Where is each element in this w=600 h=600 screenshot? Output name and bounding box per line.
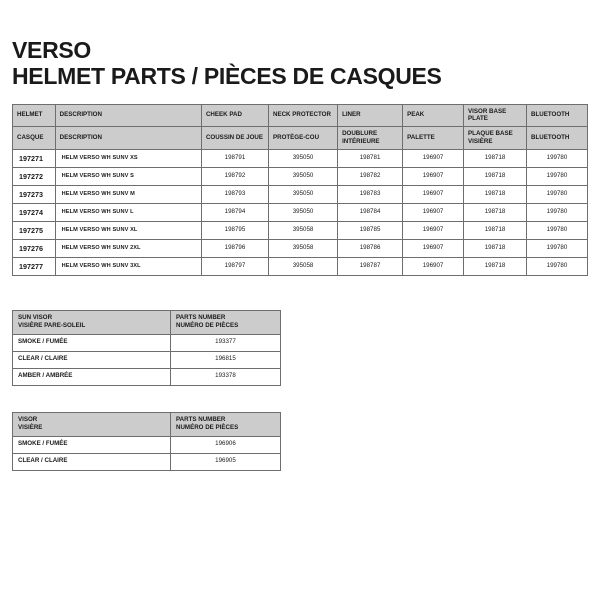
col-header-plaque-base-visiere: PLAQUE BASE VISIÈRE	[464, 127, 527, 150]
col-header-coussin-de-joue: COUSSIN DE JOUE	[201, 127, 268, 150]
table-row	[13, 185, 588, 203]
cell-helmet-code: 197272	[13, 167, 56, 185]
table-row	[13, 453, 281, 470]
cell-helmet-code: 197277	[13, 257, 56, 275]
cell-helmet-code: 197273	[13, 185, 56, 203]
cell-liner: 198783	[338, 185, 403, 203]
cell-liner: 198781	[338, 149, 403, 167]
visor-header-en: VISOR	[18, 415, 38, 423]
cell-variant-label: AMBER / AMBRÉE	[13, 368, 171, 385]
cell-liner: 198785	[338, 221, 403, 239]
cell-visor-base-plate: 198718	[464, 221, 527, 239]
col-header-visor-base-plate: VISOR BASE PLATE	[464, 104, 527, 127]
col-header-description-fr: DESCRIPTION	[55, 127, 201, 150]
parts-number-header-en: PARTS NUMBER	[176, 313, 226, 321]
cell-visor-base-plate: 198718	[464, 257, 527, 275]
cell-neck-protector: 395050	[268, 149, 337, 167]
cell-peak: 196907	[403, 185, 464, 203]
table-row	[13, 167, 588, 185]
table-row	[13, 239, 588, 257]
cell-helmet-code: 197276	[13, 239, 56, 257]
col-header-casque: CASQUE	[13, 127, 56, 150]
visor-table	[12, 412, 281, 471]
cell-neck-protector: 395058	[268, 257, 337, 275]
cell-part-number: 196815	[171, 351, 281, 368]
col-header-liner: LINER	[338, 104, 403, 127]
cell-bluetooth: 199780	[527, 221, 588, 239]
page-title-line-1: VERSO	[12, 37, 92, 63]
cell-liner: 198784	[338, 203, 403, 221]
table-row	[13, 149, 588, 167]
cell-visor-base-plate: 198718	[464, 239, 527, 257]
cell-cheek-pad: 198791	[201, 149, 268, 167]
visor-header-fr: VISIÈRE	[18, 424, 43, 431]
table-row	[13, 203, 588, 221]
sun-visor-header-fr: VISIÈRE PARE-SOLEIL	[18, 322, 86, 329]
cell-peak: 196907	[403, 149, 464, 167]
spacer	[12, 276, 588, 310]
cell-bluetooth: 199780	[527, 167, 588, 185]
table-row	[13, 257, 588, 275]
cell-part-number: 196905	[171, 453, 281, 470]
cell-cheek-pad: 198795	[201, 221, 268, 239]
col-header-bluetooth: BLUETOOTH	[527, 104, 588, 127]
col-header-neck-protector: NECK PROTECTOR	[268, 104, 337, 127]
parts-number-header-fr: NUMÉRO DE PIÈCES	[176, 424, 239, 431]
cell-visor-base-plate: 198718	[464, 149, 527, 167]
cell-helmet-code: 197274	[13, 203, 56, 221]
cell-neck-protector: 395050	[268, 185, 337, 203]
table-row	[13, 368, 281, 385]
cell-cheek-pad: 198793	[201, 185, 268, 203]
cell-part-number: 193378	[171, 368, 281, 385]
col-header-peak: PEAK	[403, 104, 464, 127]
cell-helmet-code: 197275	[13, 221, 56, 239]
col-header-doublure-interieure: DOUBLURE INTÉRIEURE	[338, 127, 403, 150]
cell-liner: 198786	[338, 239, 403, 257]
cell-cheek-pad: 198796	[201, 239, 268, 257]
cell-bluetooth: 199780	[527, 257, 588, 275]
cell-peak: 196907	[403, 221, 464, 239]
cell-bluetooth: 199780	[527, 185, 588, 203]
helmet-parts-table	[12, 104, 588, 276]
cell-description: HELM VERSO WH SUNV 3XL	[55, 257, 201, 275]
sun-visor-header-row	[13, 310, 281, 334]
sun-visor-col-header-label	[13, 310, 171, 334]
table-row	[13, 334, 281, 351]
cell-peak: 196907	[403, 203, 464, 221]
cell-description: HELM VERSO WH SUNV XL	[55, 221, 201, 239]
cell-neck-protector: 395058	[268, 239, 337, 257]
col-header-helmet: HELMET	[13, 104, 56, 127]
cell-variant-label: CLEAR / CLAIRE	[13, 453, 171, 470]
cell-bluetooth: 199780	[527, 203, 588, 221]
table-row	[13, 221, 588, 239]
table-row	[13, 436, 281, 453]
cell-cheek-pad: 198794	[201, 203, 268, 221]
cell-visor-base-plate: 198718	[464, 185, 527, 203]
cell-description: HELM VERSO WH SUNV L	[55, 203, 201, 221]
cell-description: HELM VERSO WH SUNV S	[55, 167, 201, 185]
cell-variant-label: SMOKE / FUMÉE	[13, 436, 171, 453]
visor-col-header-number	[171, 412, 281, 436]
table-header-row-fr	[13, 127, 588, 150]
page-title-line-2: HELMET PARTS / PIÈCES DE CASQUES	[12, 62, 442, 89]
cell-peak: 196907	[403, 167, 464, 185]
sun-visor-table	[12, 310, 281, 386]
table-header-row-en	[13, 104, 588, 127]
sun-visor-col-header-number	[171, 310, 281, 334]
cell-peak: 196907	[403, 239, 464, 257]
page-title	[12, 38, 588, 90]
cell-neck-protector: 395050	[268, 167, 337, 185]
col-header-protege-cou: PROTÈGE-COU	[268, 127, 337, 150]
cell-liner: 198782	[338, 167, 403, 185]
cell-visor-base-plate: 198718	[464, 167, 527, 185]
cell-description: HELM VERSO WH SUNV M	[55, 185, 201, 203]
cell-helmet-code: 197271	[13, 149, 56, 167]
spacer	[12, 386, 588, 412]
table-row	[13, 351, 281, 368]
sun-visor-header-en: SUN VISOR	[18, 313, 53, 321]
cell-neck-protector: 395050	[268, 203, 337, 221]
cell-peak: 196907	[403, 257, 464, 275]
cell-visor-base-plate: 198718	[464, 203, 527, 221]
col-header-description-en: DESCRIPTION	[55, 104, 201, 127]
cell-description: HELM VERSO WH SUNV 2XL	[55, 239, 201, 257]
cell-variant-label: CLEAR / CLAIRE	[13, 351, 171, 368]
cell-liner: 198787	[338, 257, 403, 275]
parts-number-header-fr: NUMÉRO DE PIÈCES	[176, 322, 239, 329]
cell-description: HELM VERSO WH SUNV XS	[55, 149, 201, 167]
cell-part-number: 193377	[171, 334, 281, 351]
col-header-bluetooth-fr: BLUETOOTH	[527, 127, 588, 150]
cell-bluetooth: 199780	[527, 149, 588, 167]
visor-header-row	[13, 412, 281, 436]
cell-neck-protector: 395058	[268, 221, 337, 239]
col-header-cheek-pad: CHEEK PAD	[201, 104, 268, 127]
col-header-palette: PALETTE	[403, 127, 464, 150]
cell-part-number: 196906	[171, 436, 281, 453]
parts-number-header-en: PARTS NUMBER	[176, 415, 226, 423]
visor-col-header-label	[13, 412, 171, 436]
cell-variant-label: SMOKE / FUMÉE	[13, 334, 171, 351]
cell-cheek-pad: 198792	[201, 167, 268, 185]
cell-bluetooth: 199780	[527, 239, 588, 257]
cell-cheek-pad: 198797	[201, 257, 268, 275]
